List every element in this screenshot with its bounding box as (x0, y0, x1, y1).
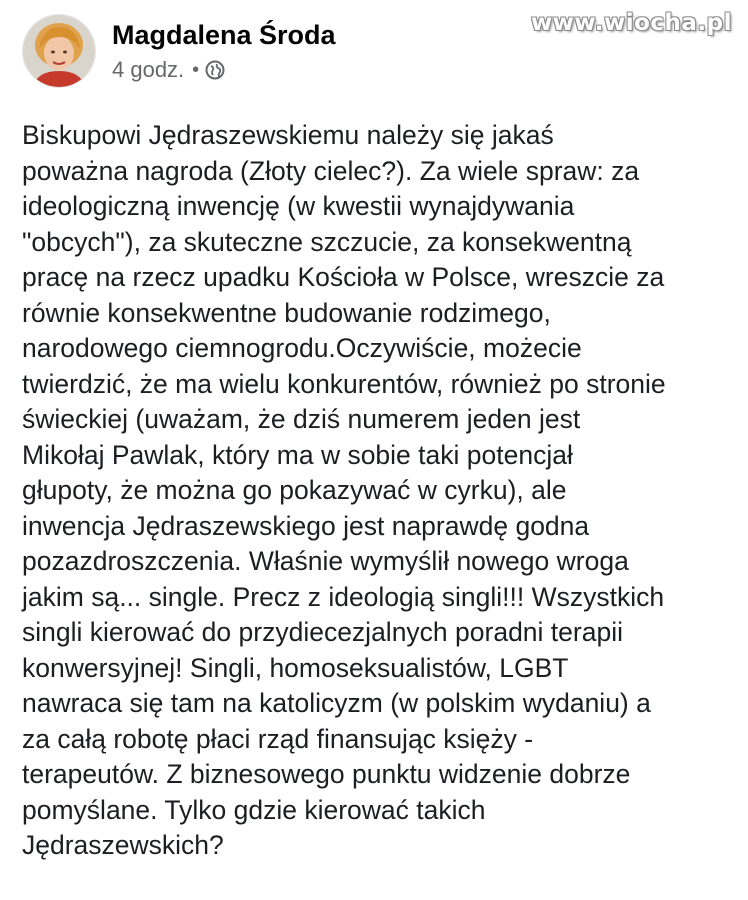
post-text-line: świeckiej (uważam, że dziś numerem jeden jest (22, 404, 581, 434)
post-text-line: singli kierować do przydiecezjalnych poradni terapii (22, 617, 623, 647)
post-text-line: poważna nagroda (Złoty cielec?). Za wiele spraw: za (22, 155, 640, 186)
post-timestamp[interactable]: 4 godz. (112, 57, 185, 82)
post-text-line: konwersyjnej! Singli, homoseksualistów, LGBT (22, 652, 569, 683)
post-text-line: "obcych"), za skuteczne szczucie, za konsekwentną (22, 226, 632, 257)
post-text-line: narodowego ciemnogrodu.Oczywiście, możecie (22, 333, 582, 363)
author-name[interactable]: Magdalena Środa (112, 20, 336, 50)
post-text-line: pozazdroszczenia. Właśnie wymyślił nowego wroga (22, 546, 629, 576)
profile-photo-icon (23, 15, 95, 87)
post-text-line: pomyślane. Tylko gdzie kierować takich (22, 794, 486, 825)
post-text-line: terapeutów. Z biznesowego punktu widzenie dobrze (22, 759, 631, 789)
post-header (22, 14, 336, 88)
post-text-line: Biskupowi Jędraszewskiemu należy się jakaś (22, 120, 554, 150)
post-text (22, 118, 732, 864)
post-text-line: za całą robotę płaci rząd finansując księży - (22, 723, 534, 754)
post-text-line: Jędraszewskich? (22, 830, 224, 860)
post-text-line: nawraca się tam na katolicyzm (w polskim wydaniu) a (22, 688, 651, 718)
post-meta (112, 19, 336, 83)
site-watermark: www.wiocha.pl (530, 10, 732, 36)
meta-separator: • (192, 58, 200, 81)
post-text-line: twierdzić, że ma wielu konkurentów, również po stronie (22, 368, 666, 399)
post-text-line: jakim są... single. Precz z ideologią singli!!! Wszystkich (22, 581, 665, 612)
post-text-line: inwencja Jędraszewskiego jest naprawdę godna (22, 510, 590, 541)
post-meta-row (112, 57, 336, 83)
post-text-line: równie konsekwentne budowanie rodzimego, (22, 297, 551, 328)
post-text-line: ideologiczną inwencję (w kwestii wynajdywania (22, 191, 575, 221)
post-text-line: głupoty, że można go pokazywać w cyrku), ale (22, 475, 567, 505)
globe-icon[interactable] (205, 60, 225, 80)
author-avatar[interactable] (22, 14, 96, 88)
post-text-line: Mikołaj Pawlak, który ma w sobie taki potencjał (22, 439, 573, 470)
post-text-line: pracę na rzecz upadku Kościoła w Polsce, wreszcie za (22, 262, 665, 292)
